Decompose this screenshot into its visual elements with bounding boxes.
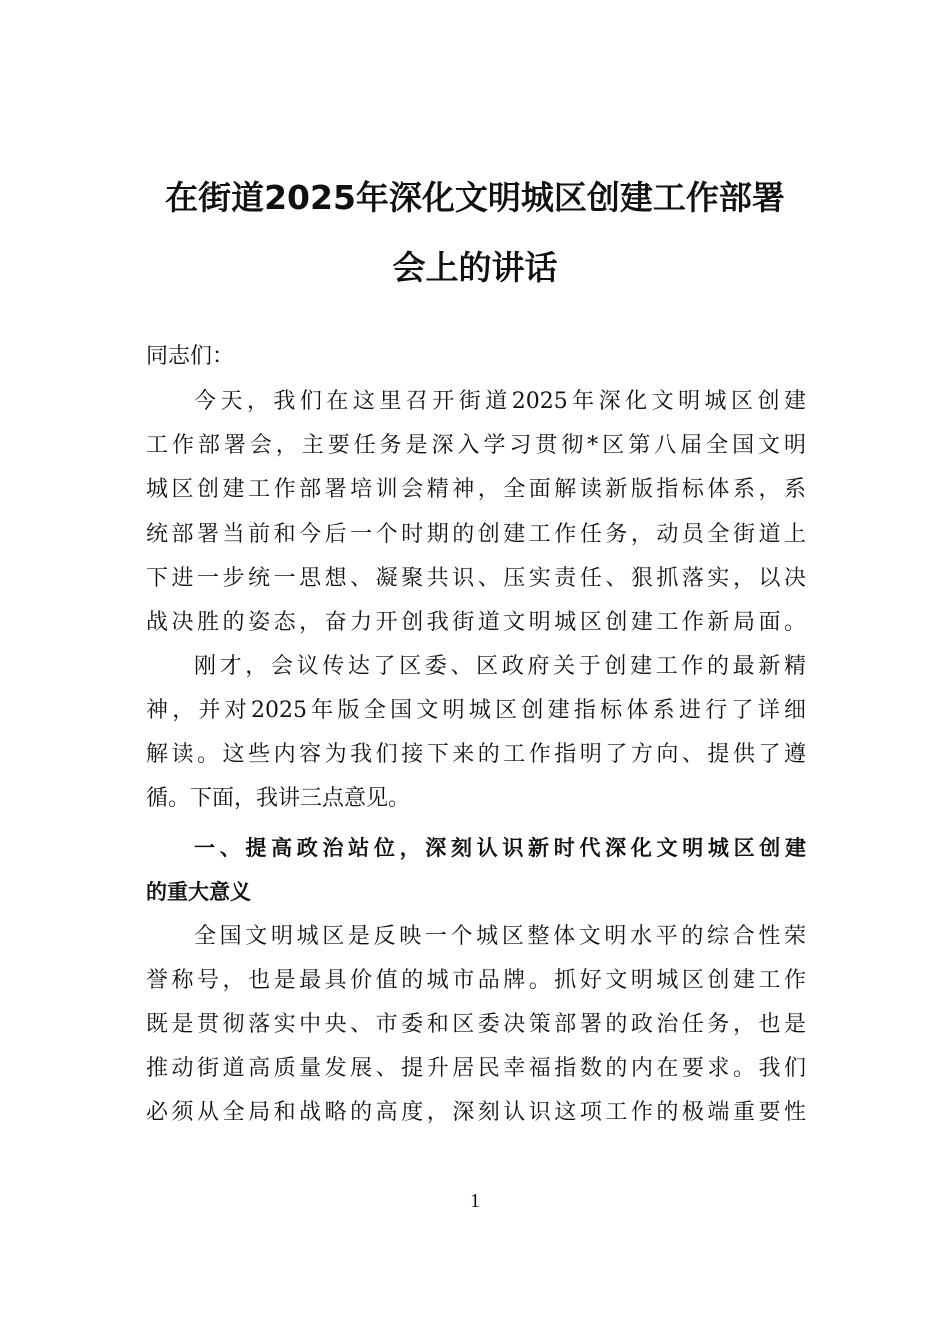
text-line: 必须从全局和战略的高度，深刻认识这项工作的极端重要性 xyxy=(146,1100,806,1125)
text-line: 誉称号，也是最具价值的城市品牌。抓好文明城区创建工作 xyxy=(146,968,806,993)
document-title-line-2: 会上的讲话 xyxy=(392,248,558,287)
text-line: 下进一步统一思想、凝聚共识、压实责任、狠抓落实，以决 xyxy=(146,566,806,591)
text-line: 循。下面，我讲三点意见。 xyxy=(146,786,411,811)
document-title-line-1: 在街道2025年深化文明城区创建工作部署 xyxy=(165,178,785,217)
text-line: 刚才，会议传达了区委、区政府关于创建工作的最新精 xyxy=(194,654,806,679)
text-line: 解读。这些内容为我们接下来的工作指明了方向、提供了遵 xyxy=(146,742,806,767)
text-line: 全国文明城区是反映一个城区整体文明水平的综合性荣 xyxy=(194,924,806,949)
text-line: 城区创建工作部署培训会精神，全面解读新版指标体系，系 xyxy=(146,477,806,502)
text-line: 神，并对2025年版全国文明城区创建指标体系进行了详细 xyxy=(146,698,806,723)
heading-line: 一、提高政治站位，深刻认识新时代深化文明城区创建 xyxy=(194,836,806,860)
text-line: 工作部署会，主要任务是深入学习贯彻*区第八届全国文明 xyxy=(146,433,806,458)
text-line: 既是贯彻落实中央、市委和区委决策部署的政治任务，也是 xyxy=(146,1012,806,1037)
text-line: 推动街道高质量发展、提升居民幸福指数的内在要求。我们 xyxy=(146,1056,806,1081)
heading-line: 的重大意义 xyxy=(146,880,251,904)
salutation: 同志们： xyxy=(146,344,235,369)
page-number: 1 xyxy=(470,1190,480,1212)
text-line: 今天，我们在这里召开街道2025年深化文明城区创建 xyxy=(194,389,806,414)
text-line: 统部署当前和今后一个时期的创建工作任务，动员全街道上 xyxy=(146,522,806,547)
text-line: 战决胜的姿态，奋力开创我街道文明城区创建工作新局面。 xyxy=(146,610,806,635)
